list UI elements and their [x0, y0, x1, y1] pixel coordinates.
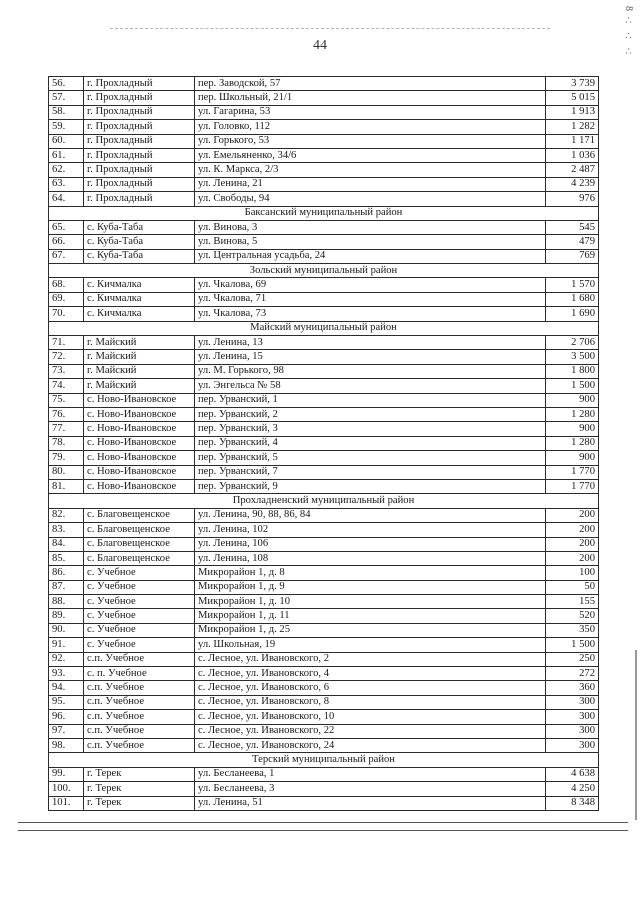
row-number: 81.	[49, 479, 84, 493]
row-number: 89.	[49, 609, 84, 623]
row-settlement: г. Прохладный	[84, 105, 195, 119]
row-settlement: с. Учебное	[84, 638, 195, 652]
row-address: с. Лесное, ул. Ивановского, 22	[195, 724, 546, 738]
section-title: Прохладненский муниципальный район	[49, 494, 599, 508]
row-number: 72.	[49, 350, 84, 364]
row-number: 83.	[49, 523, 84, 537]
row-address: ул. Горького, 53	[195, 134, 546, 148]
table-row	[49, 220, 599, 234]
row-address: пер. Урванский, 5	[195, 451, 546, 465]
row-address: с. Лесное, ул. Ивановского, 24	[195, 738, 546, 752]
row-value: 1 680	[546, 292, 599, 306]
row-value: 350	[546, 623, 599, 637]
row-value: 1 770	[546, 465, 599, 479]
table-row	[49, 695, 599, 709]
row-settlement: г. Майский	[84, 336, 195, 350]
row-address: пер. Урванский, 3	[195, 422, 546, 436]
row-settlement: с. Ново-Ивановское	[84, 393, 195, 407]
row-address: с. Лесное, ул. Ивановского, 4	[195, 667, 546, 681]
row-value: 250	[546, 652, 599, 666]
row-value: 200	[546, 508, 599, 522]
table-row	[49, 436, 599, 450]
row-number: 66.	[49, 235, 84, 249]
row-settlement: с. Ново-Ивановское	[84, 451, 195, 465]
row-settlement: г. Терек	[84, 782, 195, 796]
row-number: 88.	[49, 595, 84, 609]
row-value: 900	[546, 451, 599, 465]
row-settlement: г. Прохладный	[84, 134, 195, 148]
page-number: 44	[313, 38, 327, 53]
section-header-row	[49, 753, 599, 767]
table-row	[49, 120, 599, 134]
row-number: 95.	[49, 695, 84, 709]
row-number: 85.	[49, 551, 84, 565]
row-address: Микрорайон 1, д. 9	[195, 580, 546, 594]
row-number: 68.	[49, 278, 84, 292]
row-number: 91.	[49, 638, 84, 652]
row-number: 99.	[49, 767, 84, 781]
row-address: ул. Ленина, 90, 88, 86, 84	[195, 508, 546, 522]
row-settlement: с. Благовещенское	[84, 551, 195, 565]
row-number: 70.	[49, 307, 84, 321]
row-settlement: с.п. Учебное	[84, 681, 195, 695]
row-address: с. Лесное, ул. Ивановского, 10	[195, 710, 546, 724]
row-settlement: с. Благовещенское	[84, 508, 195, 522]
row-address: ул. Ленина, 13	[195, 336, 546, 350]
row-address: ул. Центральная усадьба, 24	[195, 249, 546, 263]
row-settlement: с.п. Учебное	[84, 652, 195, 666]
table-row	[49, 523, 599, 537]
table-row	[49, 738, 599, 752]
row-number: 67.	[49, 249, 84, 263]
table-row	[49, 292, 599, 306]
table-row	[49, 767, 599, 781]
row-settlement: с. Благовещенское	[84, 537, 195, 551]
row-settlement: с. Кичмалка	[84, 278, 195, 292]
row-settlement: с. Ново-Ивановское	[84, 436, 195, 450]
row-settlement: г. Терек	[84, 767, 195, 781]
row-value: 300	[546, 695, 599, 709]
row-settlement: с. Ново-Ивановское	[84, 479, 195, 493]
row-value: 1 500	[546, 638, 599, 652]
table-row	[49, 451, 599, 465]
row-settlement: г. Прохладный	[84, 148, 195, 162]
row-address: пер. Урванский, 2	[195, 407, 546, 421]
row-number: 60.	[49, 134, 84, 148]
table-row	[49, 551, 599, 565]
row-number: 79.	[49, 451, 84, 465]
table-row	[49, 465, 599, 479]
row-address: ул. Ленина, 108	[195, 551, 546, 565]
row-settlement: г. Прохладный	[84, 192, 195, 206]
row-settlement: с. Учебное	[84, 609, 195, 623]
section-header-row	[49, 494, 599, 508]
table-row	[49, 235, 599, 249]
footer-divider	[18, 830, 628, 831]
table-row	[49, 782, 599, 796]
table-row	[49, 609, 599, 623]
row-settlement: г. Майский	[84, 364, 195, 378]
row-number: 90.	[49, 623, 84, 637]
row-number: 64.	[49, 192, 84, 206]
row-address: ул. Винова, 3	[195, 220, 546, 234]
row-address: пер. Урванский, 9	[195, 479, 546, 493]
table-row	[49, 407, 599, 421]
table-row	[49, 278, 599, 292]
row-address: Микрорайон 1, д. 11	[195, 609, 546, 623]
row-number: 86.	[49, 566, 84, 580]
row-value: 1 500	[546, 379, 599, 393]
row-number: 100.	[49, 782, 84, 796]
row-settlement: с. Ново-Ивановское	[84, 422, 195, 436]
row-settlement: г. Прохладный	[84, 120, 195, 134]
row-settlement: с. Учебное	[84, 623, 195, 637]
row-value: 3 739	[546, 77, 599, 91]
section-title: Баксанский муниципальный район	[49, 206, 599, 220]
row-number: 94.	[49, 681, 84, 695]
row-value: 50	[546, 580, 599, 594]
table-row	[49, 623, 599, 637]
row-number: 57.	[49, 91, 84, 105]
row-address: ул. Головко, 112	[195, 120, 546, 134]
table-row	[49, 638, 599, 652]
row-value: 2 487	[546, 163, 599, 177]
table-row	[49, 148, 599, 162]
row-settlement: г. Прохладный	[84, 163, 195, 177]
row-address: с. Лесное, ул. Ивановского, 8	[195, 695, 546, 709]
row-value: 1 280	[546, 436, 599, 450]
table-row	[49, 422, 599, 436]
table-row	[49, 479, 599, 493]
scan-artifact-line	[110, 28, 550, 29]
row-address: ул. Винова, 5	[195, 235, 546, 249]
row-number: 59.	[49, 120, 84, 134]
row-address: ул. Гагарина, 53	[195, 105, 546, 119]
row-value: 1 690	[546, 307, 599, 321]
row-number: 84.	[49, 537, 84, 551]
address-table	[48, 76, 599, 811]
table-row	[49, 667, 599, 681]
row-settlement: г. Терек	[84, 796, 195, 810]
row-settlement: г. Майский	[84, 350, 195, 364]
row-value: 100	[546, 566, 599, 580]
row-value: 1 800	[546, 364, 599, 378]
row-value: 900	[546, 393, 599, 407]
row-value: 1 570	[546, 278, 599, 292]
row-value: 1 171	[546, 134, 599, 148]
row-number: 71.	[49, 336, 84, 350]
row-value: 200	[546, 523, 599, 537]
row-number: 78.	[49, 436, 84, 450]
table-row	[49, 393, 599, 407]
row-value: 300	[546, 724, 599, 738]
row-value: 360	[546, 681, 599, 695]
row-address: ул. Ленина, 102	[195, 523, 546, 537]
row-number: 75.	[49, 393, 84, 407]
row-address: Микрорайон 1, д. 25	[195, 623, 546, 637]
row-address: ул. Бесланеева, 1	[195, 767, 546, 781]
row-value: 155	[546, 595, 599, 609]
section-title: Майский муниципальный район	[49, 321, 599, 335]
row-settlement: с. Учебное	[84, 566, 195, 580]
row-number: 87.	[49, 580, 84, 594]
row-address: с. Лесное, ул. Ивановского, 2	[195, 652, 546, 666]
row-address: Микрорайон 1, д. 10	[195, 595, 546, 609]
table-row	[49, 710, 599, 724]
row-settlement: с. Кичмалка	[84, 292, 195, 306]
table-row	[49, 537, 599, 551]
row-address: пер. Урванский, 4	[195, 436, 546, 450]
row-settlement: г. Прохладный	[84, 77, 195, 91]
row-number: 58.	[49, 105, 84, 119]
row-value: 300	[546, 710, 599, 724]
row-value: 1 913	[546, 105, 599, 119]
row-number: 62.	[49, 163, 84, 177]
section-header-row	[49, 206, 599, 220]
row-number: 56.	[49, 77, 84, 91]
row-value: 769	[546, 249, 599, 263]
row-address: Микрорайон 1, д. 8	[195, 566, 546, 580]
table-row	[49, 580, 599, 594]
row-value: 520	[546, 609, 599, 623]
row-settlement: с. п. Учебное	[84, 667, 195, 681]
table-row	[49, 163, 599, 177]
row-settlement: г. Прохладный	[84, 177, 195, 191]
row-address: ул. Ленина, 21	[195, 177, 546, 191]
row-number: 96.	[49, 710, 84, 724]
row-number: 82.	[49, 508, 84, 522]
row-number: 74.	[49, 379, 84, 393]
table-row	[49, 508, 599, 522]
table-row	[49, 91, 599, 105]
row-value: 976	[546, 192, 599, 206]
table-row	[49, 595, 599, 609]
row-address: ул. Школьная, 19	[195, 638, 546, 652]
section-title: Зольский муниципальный район	[49, 264, 599, 278]
row-value: 4 638	[546, 767, 599, 781]
table-row	[49, 77, 599, 91]
table-row	[49, 364, 599, 378]
row-address: ул. М. Горького, 98	[195, 364, 546, 378]
row-number: 76.	[49, 407, 84, 421]
footer-divider	[18, 822, 628, 823]
row-value: 8 348	[546, 796, 599, 810]
table-row	[49, 724, 599, 738]
row-value: 1 770	[546, 479, 599, 493]
row-address: пер. Урванский, 1	[195, 393, 546, 407]
row-value: 200	[546, 537, 599, 551]
row-value: 4 250	[546, 782, 599, 796]
row-address: ул. Емельяненко, 34/6	[195, 148, 546, 162]
table-row	[49, 105, 599, 119]
row-value: 5 015	[546, 91, 599, 105]
row-number: 80.	[49, 465, 84, 479]
table-row	[49, 796, 599, 810]
table-row	[49, 177, 599, 191]
row-address: ул. Чкалова, 71	[195, 292, 546, 306]
table-row	[49, 652, 599, 666]
table-row	[49, 379, 599, 393]
scan-edge-mark	[635, 650, 637, 820]
row-number: 92.	[49, 652, 84, 666]
section-header-row	[49, 264, 599, 278]
row-settlement: г. Майский	[84, 379, 195, 393]
row-number: 63.	[49, 177, 84, 191]
row-number: 93.	[49, 667, 84, 681]
row-address: пер. Урванский, 7	[195, 465, 546, 479]
row-settlement: г. Прохладный	[84, 91, 195, 105]
row-value: 2 706	[546, 336, 599, 350]
row-number: 101.	[49, 796, 84, 810]
row-address: ул. Энгельса № 58	[195, 379, 546, 393]
row-settlement: с. Куба-Таба	[84, 249, 195, 263]
row-address: пер. Заводской, 57	[195, 77, 546, 91]
table-row	[49, 350, 599, 364]
row-settlement: с.п. Учебное	[84, 695, 195, 709]
corner-mark: 8 ∴ ∴ ∴	[623, 6, 634, 59]
row-settlement: с. Учебное	[84, 580, 195, 594]
table-row	[49, 681, 599, 695]
row-settlement: с. Ново-Ивановское	[84, 465, 195, 479]
row-number: 65.	[49, 220, 84, 234]
row-settlement: с. Благовещенское	[84, 523, 195, 537]
table-row	[49, 134, 599, 148]
row-number: 69.	[49, 292, 84, 306]
row-settlement: с.п. Учебное	[84, 710, 195, 724]
row-address: ул. Ленина, 106	[195, 537, 546, 551]
row-value: 1 282	[546, 120, 599, 134]
row-settlement: с.п. Учебное	[84, 724, 195, 738]
row-settlement: с. Ново-Ивановское	[84, 407, 195, 421]
row-settlement: с. Куба-Таба	[84, 220, 195, 234]
row-number: 98.	[49, 738, 84, 752]
row-value: 3 500	[546, 350, 599, 364]
row-address: ул. К. Маркса, 2/3	[195, 163, 546, 177]
section-title: Терский муниципальный район	[49, 753, 599, 767]
row-value: 200	[546, 551, 599, 565]
row-value: 479	[546, 235, 599, 249]
row-number: 73.	[49, 364, 84, 378]
row-value: 1 280	[546, 407, 599, 421]
row-address: с. Лесное, ул. Ивановского, 6	[195, 681, 546, 695]
section-header-row	[49, 321, 599, 335]
row-settlement: с. Учебное	[84, 595, 195, 609]
row-address: ул. Чкалова, 69	[195, 278, 546, 292]
row-address: пер. Школьный, 21/1	[195, 91, 546, 105]
row-value: 900	[546, 422, 599, 436]
row-settlement: с.п. Учебное	[84, 738, 195, 752]
row-value: 4 239	[546, 177, 599, 191]
row-address: ул. Свободы, 94	[195, 192, 546, 206]
table-row	[49, 249, 599, 263]
row-value: 272	[546, 667, 599, 681]
row-settlement: с. Куба-Таба	[84, 235, 195, 249]
address-table-body	[49, 77, 599, 811]
row-number: 97.	[49, 724, 84, 738]
table-row	[49, 307, 599, 321]
row-settlement: с. Кичмалка	[84, 307, 195, 321]
row-address: ул. Бесланеева, 3	[195, 782, 546, 796]
row-number: 77.	[49, 422, 84, 436]
table-row	[49, 336, 599, 350]
row-number: 61.	[49, 148, 84, 162]
table-row	[49, 192, 599, 206]
row-address: ул. Ленина, 51	[195, 796, 546, 810]
row-value: 1 036	[546, 148, 599, 162]
table-row	[49, 566, 599, 580]
row-value: 300	[546, 738, 599, 752]
row-address: ул. Чкалова, 73	[195, 307, 546, 321]
row-value: 545	[546, 220, 599, 234]
row-address: ул. Ленина, 15	[195, 350, 546, 364]
